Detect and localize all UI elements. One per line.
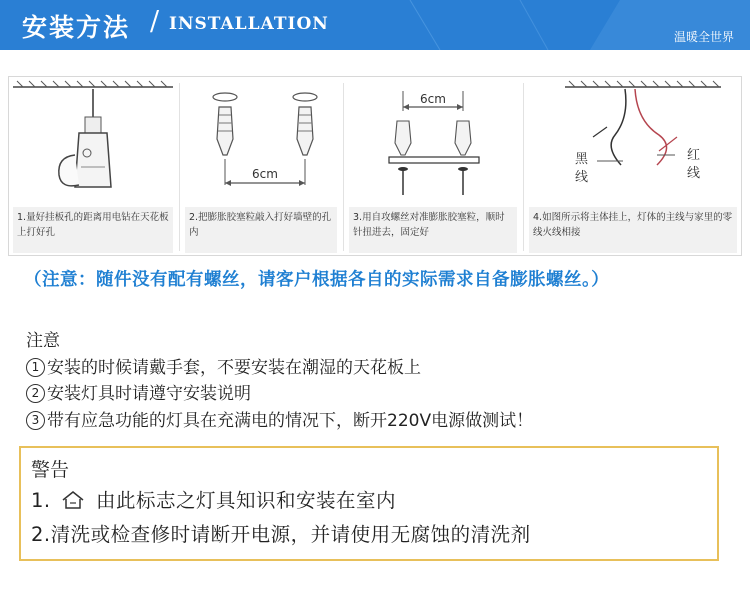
step-3-caption: 3.用自攻螺丝对准膨胀胶塞粒，顺时针扭进去，固定好 [349,207,517,253]
step-divider [523,83,524,251]
page-subtitle: INSTALLATION [169,14,329,34]
step-2-measure: 6cm [252,167,278,181]
warning-line-2: 2.清洗或检查修时请断开电源，并请使用无腐蚀的清洗剂 [31,523,531,546]
note-text: 安装灯具时请遵守安装说明 [47,384,251,404]
step-3-measure: 6cm [420,92,446,106]
note-number: 2 [26,384,45,403]
note-text: 安装的时候请戴手套，不要安装在潮湿的天花板上 [47,357,421,378]
warning-line-1-text: 由此标志之灯具知识和安装在室内 [96,489,397,512]
note-item [26,355,533,382]
wiring-icon [525,77,741,203]
red-wire-label-1: 红 [687,148,701,163]
note-item [26,408,533,435]
red-wire-label-2: 线 [687,166,701,181]
step-divider [343,83,344,251]
screws-icon [345,77,521,203]
step-1 [9,77,177,255]
step-4-caption: 4.如图所示将主体挂上，灯体的主线与家里的零线火线相接 [529,207,737,253]
step-divider [179,83,180,251]
warning-line-1-prefix: 1. [31,489,51,512]
step-1-caption: 1.量好挂板孔的距离用电钻在天花板上打好孔 [13,207,173,253]
step-4 [525,77,741,255]
warning-title: 警告 [31,459,70,481]
warning-box [19,446,719,561]
black-wire-label-2: 线 [575,170,589,185]
drill-icon [9,77,177,203]
note-number: 3 [26,411,45,430]
warning-line-1 [31,484,707,518]
step-2 [181,77,341,255]
header-banner [0,0,750,50]
step-2-caption: 2.把膨胀胶塞粒敲入打好墙壁的孔内 [185,207,337,253]
screw-notice: （注意：随件没有配有螺丝，请客户根据各自的实际需求自备膨胀螺丝。） [24,270,610,290]
installation-steps-panel [8,76,742,256]
note-number: 1 [26,358,45,377]
black-wire-label-1: 黑 [575,152,589,167]
title-separator: / [150,6,160,37]
anchors-icon [181,77,341,203]
notes-title: 注意 [26,331,60,351]
brand-slogan: 温暖全世界 [673,30,734,44]
step-3 [345,77,521,255]
note-item [26,381,533,408]
note-text: 带有应急功能的灯具在充满电的情况下，断开220V电源做测试！ [47,410,534,431]
indoor-house-icon [61,490,85,510]
page-title: 安装方法 [22,13,131,42]
notes-section [26,328,533,434]
